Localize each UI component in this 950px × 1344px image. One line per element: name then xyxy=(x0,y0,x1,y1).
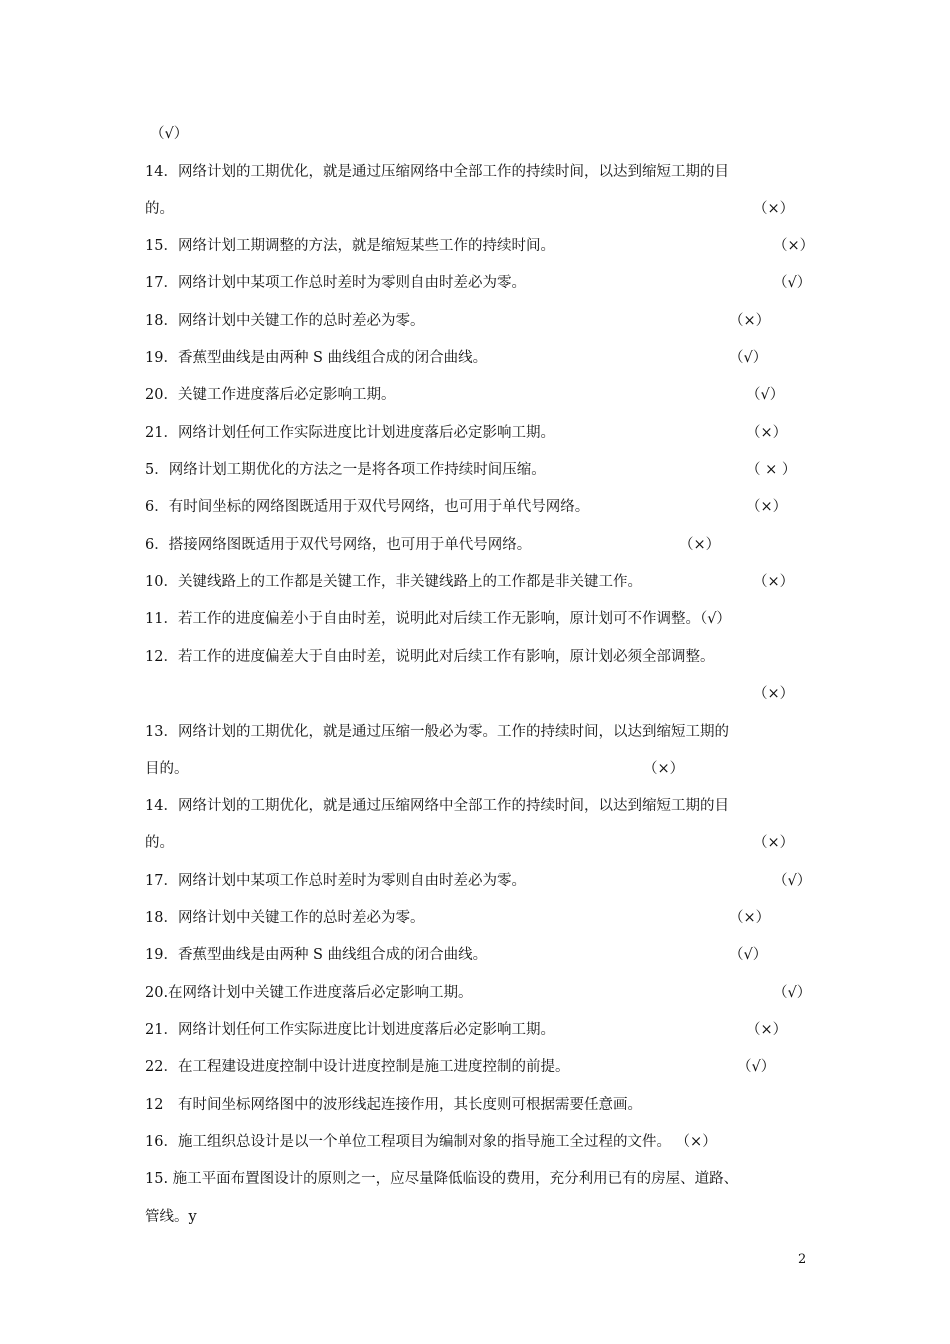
text-line: 18．网络计划中关键工作的总时差必为零。 xyxy=(145,313,425,329)
answer-mark: （×） xyxy=(773,238,815,254)
answer-mark: （ × ） xyxy=(746,462,797,478)
answer-mark: （√） xyxy=(746,387,785,403)
answer-mark: （×） xyxy=(753,835,795,851)
text-line: 20．关键工作进度落后必定影响工期。 xyxy=(145,387,396,403)
text-line: 目的。 xyxy=(145,761,189,777)
text-line: 15. 施工平面布置图设计的原则之一，应尽量降低临设的费用，充分利用已有的房屋、道路、 xyxy=(145,1171,739,1187)
text-line: 的。 xyxy=(145,201,174,217)
answer-mark: （×） xyxy=(746,425,788,441)
text-line: 6．搭接网络图既适用于双代号网络，也可用于单代号网络。 xyxy=(145,537,532,553)
answer-mark: （√） xyxy=(737,1059,776,1075)
answer-mark: （×） xyxy=(753,686,795,702)
text-line: 12．若工作的进度偏差大于自由时差，说明此对后续工作有影响，原计划必须全部调整。 xyxy=(145,649,715,665)
text-line: 14．网络计划的工期优化，就是通过压缩网络中全部工作的持续时间，以达到缩短工期的目 xyxy=(145,798,729,814)
answer-mark: （×） xyxy=(729,313,771,329)
answer-mark: （√） xyxy=(729,350,768,366)
answer-mark: （√） xyxy=(773,985,812,1001)
answer-mark: （×） xyxy=(746,499,788,515)
text-line: 17．网络计划中某项工作总时差时为零则自由时差必为零。 xyxy=(145,873,526,889)
answer-mark: （×） xyxy=(679,537,721,553)
answer-mark: （×） xyxy=(643,761,685,777)
text-line: 13．网络计划的工期优化，就是通过压缩一般必为零。工作的持续时间，以达到缩短工期的 xyxy=(145,724,729,740)
answer-mark: （√） xyxy=(150,126,189,142)
text-line: 管线。y xyxy=(145,1209,197,1225)
answer-mark: （×） xyxy=(753,201,795,217)
text-line: 16．施工组织总设计是以一个单位工程项目为编制对象的指导施工全过程的文件。 （×） xyxy=(145,1134,717,1150)
text-line: 6．有时间坐标的网络图既适用于双代号网络，也可用于单代号网络。 xyxy=(145,499,590,515)
page-number: 2 xyxy=(798,1252,807,1267)
text-line: 19．香蕉型曲线是由两种 S 曲线组合成的闭合曲线。 xyxy=(145,350,488,366)
text-line: 20.在网络计划中关键工作进度落后必定影响工期。 xyxy=(145,985,473,1001)
text-line: 12 有时间坐标网络图中的波形线起连接作用，其长度则可根据需要任意画。 xyxy=(145,1097,642,1113)
answer-mark: （√） xyxy=(729,947,768,963)
text-line: 10．关键线路上的工作都是关键工作，非关键线路上的工作都是非关键工作。 xyxy=(145,574,642,590)
answer-mark: （√） xyxy=(773,275,812,291)
answer-mark: （×） xyxy=(746,1022,788,1038)
answer-mark: （×） xyxy=(753,574,795,590)
text-line: 15．网络计划工期调整的方法，就是缩短某些工作的持续时间。 xyxy=(145,238,555,254)
text-line: 21．网络计划任何工作实际进度比计划进度落后必定影响工期。 xyxy=(145,425,555,441)
text-line: 17．网络计划中某项工作总时差时为零则自由时差必为零。 xyxy=(145,275,526,291)
text-line: 11．若工作的进度偏差小于自由时差，说明此对后续工作无影响，原计划可不作调整。（√） xyxy=(145,611,731,627)
text-line: 5．网络计划工期优化的方法之一是将各项工作持续时间压缩。 xyxy=(145,462,546,478)
text-line: 的。 xyxy=(145,835,174,851)
text-line: 22．在工程建设进度控制中设计进度控制是施工进度控制的前提。 xyxy=(145,1059,570,1075)
text-line: 19．香蕉型曲线是由两种 S 曲线组合成的闭合曲线。 xyxy=(145,947,488,963)
text-line: 21．网络计划任何工作实际进度比计划进度落后必定影响工期。 xyxy=(145,1022,555,1038)
answer-mark: （×） xyxy=(729,910,771,926)
text-line: 18．网络计划中关键工作的总时差必为零。 xyxy=(145,910,425,926)
answer-mark: （√） xyxy=(773,873,812,889)
text-line: 14．网络计划的工期优化，就是通过压缩网络中全部工作的持续时间，以达到缩短工期的目 xyxy=(145,164,729,180)
